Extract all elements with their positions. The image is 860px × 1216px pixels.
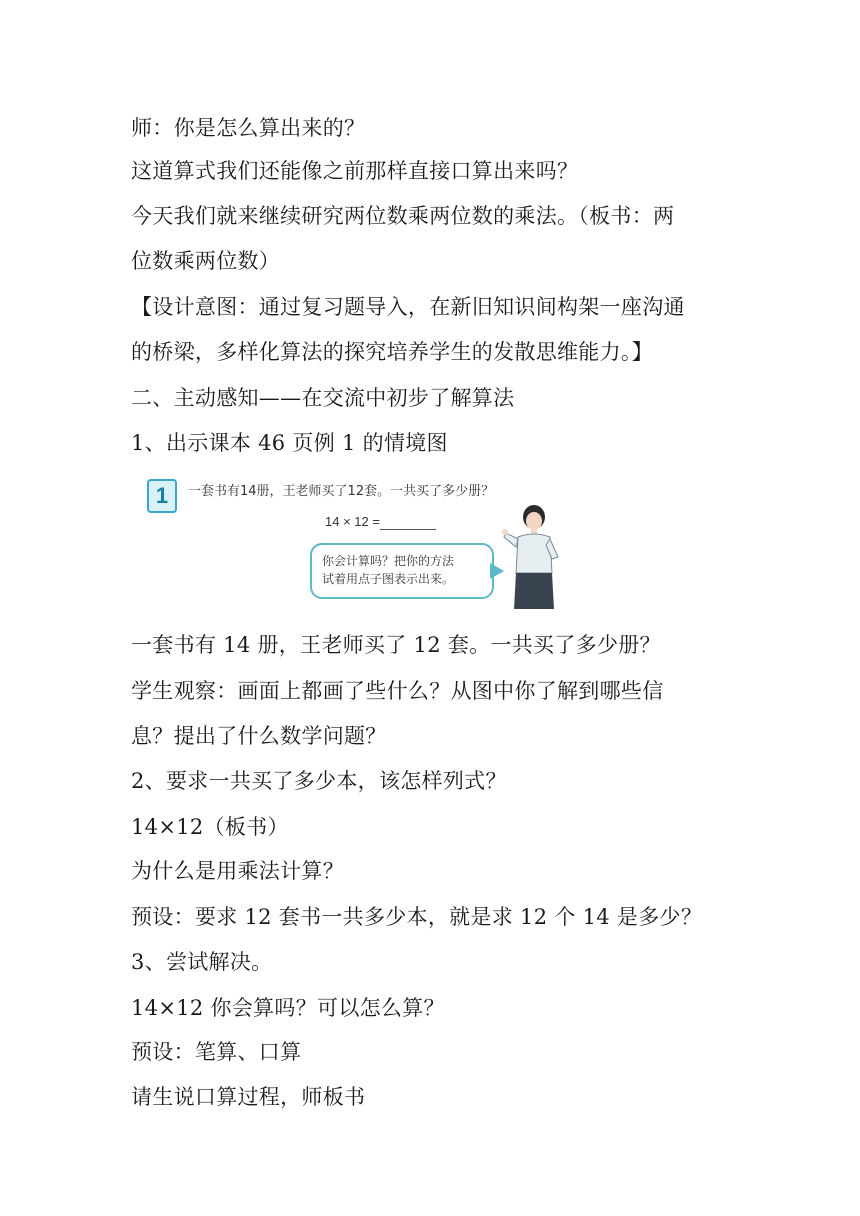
text-line: 1、出示课本 46 页例 1 的情境图: [131, 431, 448, 455]
text-line: 学生观察：画面上都画了些什么？从图中你了解到哪些信: [131, 679, 664, 703]
text-line: 3、尝试解决。: [131, 950, 273, 974]
text-line: 为什么是用乘法计算？: [131, 859, 344, 883]
text-line: 师：你是怎么算出来的？: [131, 116, 366, 140]
textbook-figure: [140, 473, 570, 609]
text-line: 预设：笔算、口算: [131, 1040, 302, 1064]
text-line: 的桥梁，多样化算法的探究培养学生的发散思维能力。】: [131, 340, 653, 364]
bubble-line: 你会计算吗？把你的方法: [322, 554, 455, 568]
figure-equation: 14 × 12 =: [325, 514, 380, 529]
speech-bubble: [310, 543, 494, 599]
text-line: 14×12 你会算吗？可以怎么算？: [131, 996, 445, 1020]
text-line: 这道算式我们还能像之前那样直接口算出来吗？: [131, 159, 579, 183]
figure-problem-text: 一套书有14册，王老师买了12套。一共买了多少册？: [188, 484, 495, 499]
answer-blank: [380, 529, 436, 530]
example-number-badge: 1: [147, 479, 177, 513]
text-line: 一套书有 14 册，王老师买了 12 套。一共买了多少册？: [131, 633, 661, 657]
text-line: 2、要求一共买了多少本，该怎样列式？: [131, 769, 507, 793]
section-heading: 二、主动感知——在交流中初步了解算法: [131, 386, 515, 410]
text-line: 14×12（板书）: [131, 815, 289, 839]
bubble-text: [322, 552, 454, 588]
text-line: 今天我们就来继续研究两位数乘两位数的乘法。（板书：两: [131, 204, 675, 228]
text-line: 预设：要求 12 套书一共多少本，就是求 12 个 14 是多少？: [131, 905, 703, 929]
bubble-line: 试着用点子图表示出来。: [322, 572, 455, 586]
text-line: 息？提出了什么数学问题？: [131, 724, 387, 748]
text-line: 位数乘两位数）: [131, 249, 281, 273]
text-line: 【设计意图：通过复习题导入，在新旧知识间构架一座沟通: [131, 295, 685, 319]
teacher-illustration: [500, 503, 570, 609]
text-line: 请生说口算过程，师板书: [131, 1085, 366, 1109]
